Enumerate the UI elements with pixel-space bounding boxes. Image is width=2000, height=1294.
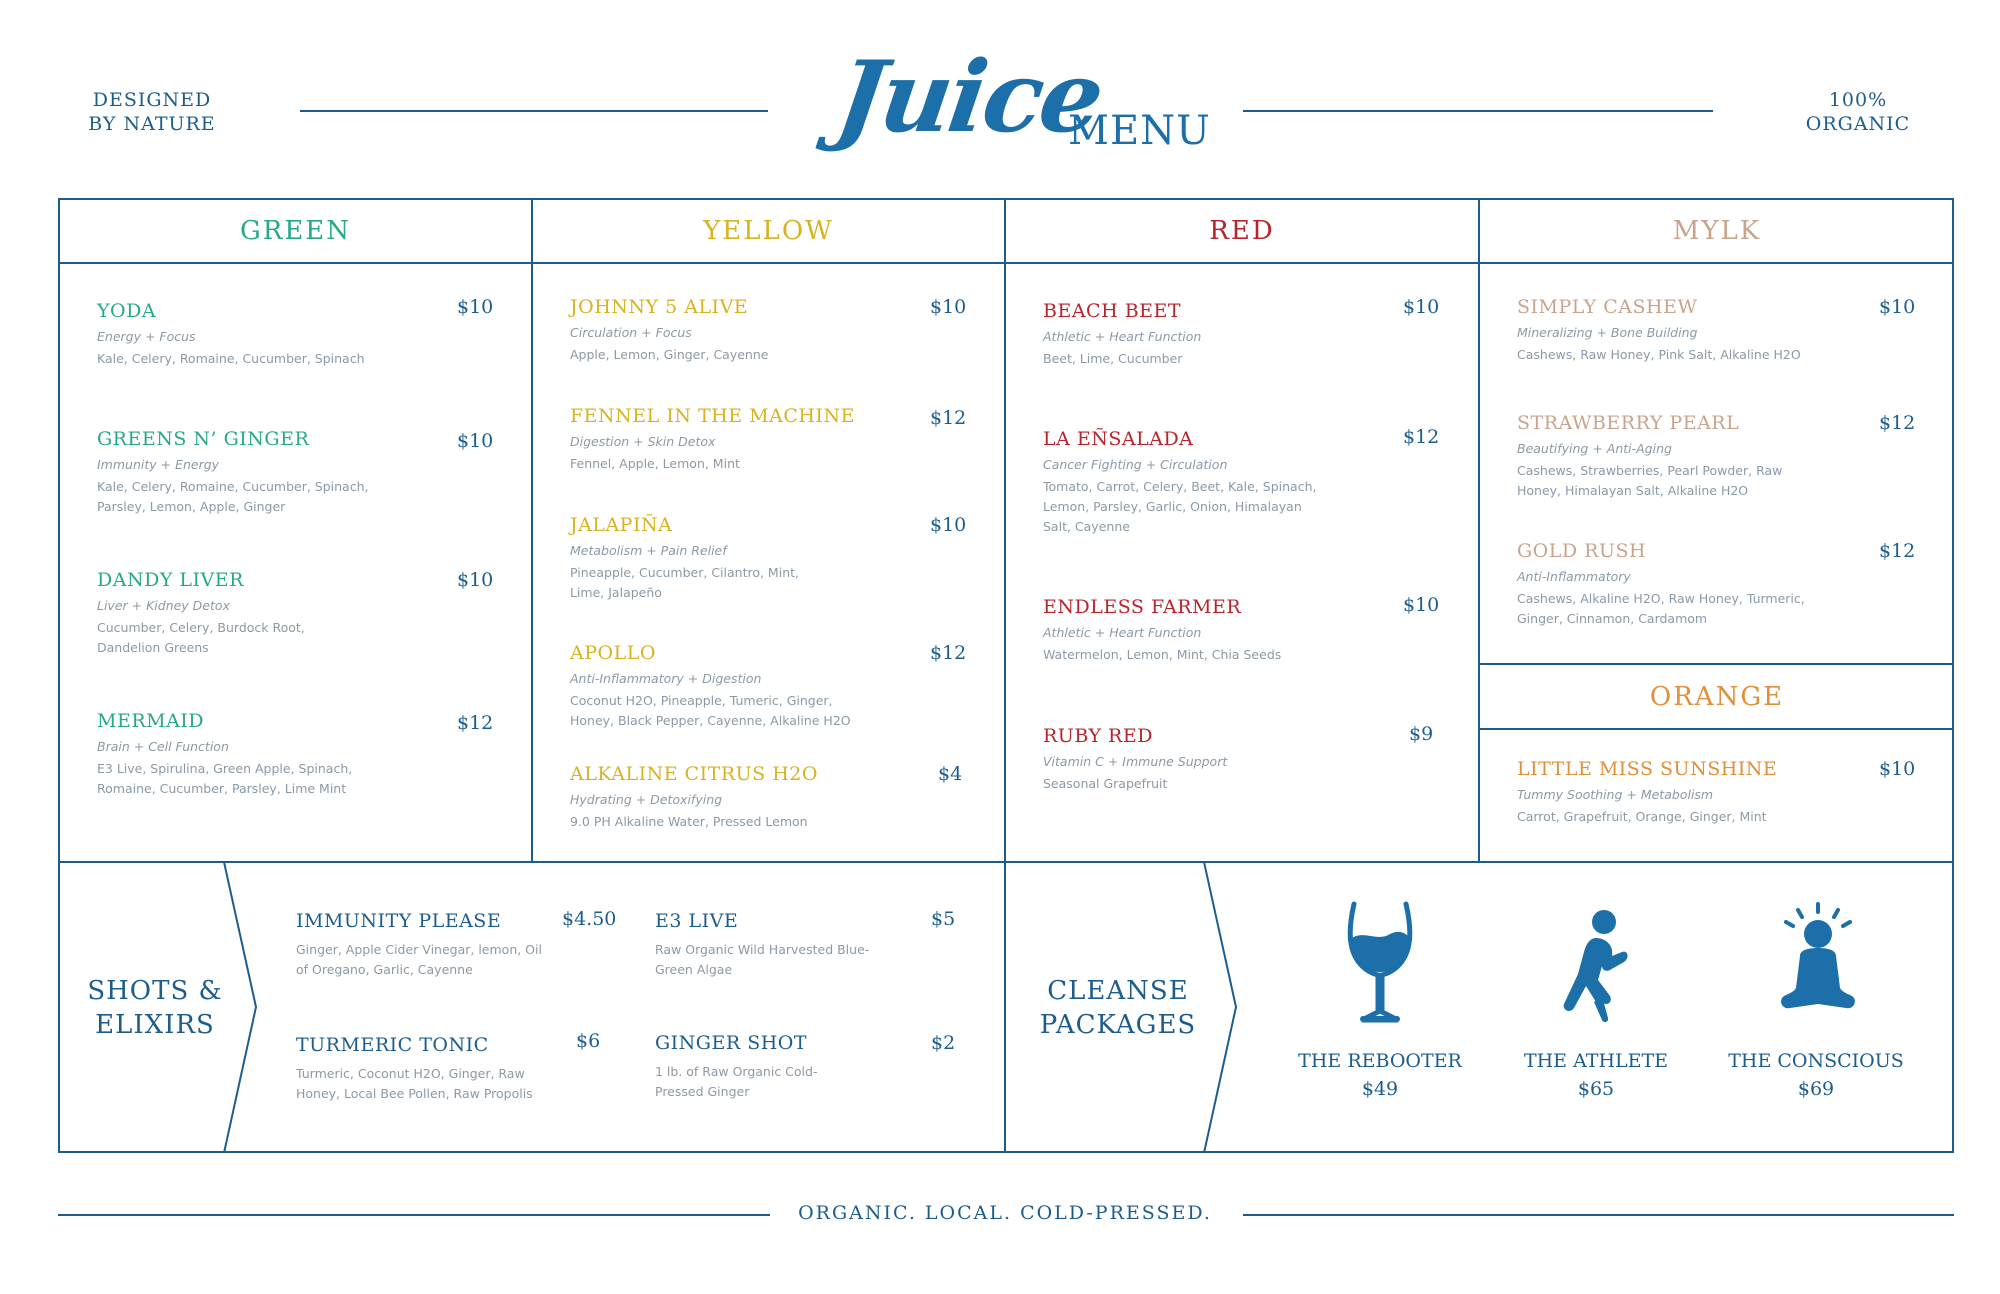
item-ingredients: 1 lb. of Raw Organic Cold-Pressed Ginger: [655, 1064, 818, 1099]
item-price: $5: [931, 908, 956, 930]
item-price: $10: [457, 296, 494, 318]
menu-item: [97, 296, 497, 369]
item-name: JOHNNY 5 ALIVE: [570, 296, 749, 318]
item-price: $2: [931, 1032, 956, 1054]
runner-icon: [1550, 908, 1640, 1028]
item-benefits: Hydrating + Detoxifying: [570, 792, 723, 807]
item-benefits: Mineralizing + Bone Building: [1517, 325, 1698, 340]
item-name: DANDY LIVER: [97, 569, 244, 591]
category-title-orange: ORANGE: [1649, 682, 1785, 712]
logo-menu: MENU: [1068, 108, 1211, 154]
item-ingredients: Cashews, Raw Honey, Pink Salt, Alkaline H2O: [1517, 347, 1801, 362]
menu-item: [1517, 540, 1927, 629]
item-ingredients: Pineapple, Cucumber, Cilantro, Mint, Lime, Jalapeño: [570, 565, 799, 600]
item-benefits: Athletic + Heart Function: [1043, 625, 1202, 640]
item-name: TURMERIC TONIC: [296, 1034, 489, 1056]
item-benefits: Liver + Kidney Detox: [97, 598, 230, 613]
section-divider: [58, 861, 1954, 863]
menu-item: [570, 763, 980, 832]
item-benefits: Immunity + Energy: [97, 457, 220, 472]
item-benefits: Brain + Cell Function: [97, 739, 229, 754]
header-right-line1: 100%: [1828, 89, 1888, 111]
item-benefits: Anti-Inflammatory + Digestion: [570, 671, 762, 686]
item-price: $4: [938, 763, 963, 785]
header-right-line2: ORGANIC: [1805, 113, 1911, 135]
item-name: ALKALINE CITRUS H2O: [570, 763, 818, 785]
item-ingredients: 9.0 PH Alkaline Water, Pressed Lemon: [570, 814, 808, 829]
item-name: MERMAID: [97, 710, 205, 732]
item-benefits: Vitamin C + Immune Support: [1043, 754, 1228, 769]
item-price: $10: [1879, 758, 1916, 780]
divider-yellow-red: [1004, 198, 1006, 1153]
item-ingredients: Kale, Celery, Romaine, Cucumber, Spinach, Parsley, Lemon, Apple, Ginger: [97, 479, 369, 514]
category-title-green: GREEN: [239, 216, 352, 246]
category-title-yellow: YELLOW: [703, 216, 834, 246]
item-price: $10: [457, 569, 494, 591]
package-price: $49: [1361, 1078, 1399, 1100]
item-name: BEACH BEET: [1043, 300, 1182, 322]
menu-item: [1043, 428, 1453, 537]
item-ingredients: Carrot, Grapefruit, Orange, Ginger, Mint: [1517, 809, 1767, 824]
footer-tagline: ORGANIC. LOCAL. COLD-PRESSED.: [798, 1202, 1212, 1224]
item-price: $10: [930, 514, 967, 536]
item-ingredients: Ginger, Apple Cider Vinegar, lemon, Oil of Oregano, Garlic, Cayenne: [296, 942, 542, 977]
cleanse-title: [1028, 974, 1208, 1042]
item-benefits: Energy + Focus: [97, 329, 196, 344]
item-name: FENNEL IN THE MACHINE: [570, 405, 855, 427]
item-price: $12: [930, 642, 967, 664]
header-right-tagline: [1788, 88, 1928, 136]
item-ingredients: Tomato, Carrot, Celery, Beet, Kale, Spinach, Lemon, Parsley, Garlic, Onion, Himalayan Salt, Cayenne: [1043, 479, 1317, 534]
header-left-line1: DESIGNED: [92, 89, 212, 111]
item-price: $10: [1403, 594, 1440, 616]
logo: [829, 30, 1211, 160]
package-price: $65: [1577, 1078, 1615, 1100]
menu-item: [1517, 758, 1927, 827]
item-name: APOLLO: [570, 642, 656, 664]
item-price: $12: [1879, 540, 1916, 562]
item-price: $10: [1879, 296, 1916, 318]
item-ingredients: Cashews, Alkaline H2O, Raw Honey, Turmeric, Ginger, Cinnamon, Cardamom: [1517, 591, 1805, 626]
item-ingredients: Fennel, Apple, Lemon, Mint: [570, 456, 740, 471]
menu-item: [1043, 596, 1453, 665]
divider-red-mylk: [1478, 198, 1480, 862]
shots-title-line2: ELIXIRS: [95, 1010, 215, 1040]
item-benefits: Anti-Inflammatory: [1517, 569, 1631, 584]
package-name: THE ATHLETE: [1523, 1050, 1669, 1072]
menu-item: [1043, 725, 1453, 794]
item-name: STRAWBERRY PEARL: [1517, 412, 1740, 434]
logo-word: Juice: [829, 40, 1108, 155]
cleanse-title-line2: PACKAGES: [1039, 1010, 1197, 1040]
item-price: $10: [1403, 296, 1440, 318]
item-name: LA EÑSALADA: [1043, 428, 1194, 450]
package-name: THE REBOOTER: [1298, 1050, 1462, 1072]
item-price: $12: [1403, 426, 1440, 448]
item-name: LITTLE MISS SUNSHINE: [1517, 758, 1778, 780]
divider-green-yellow: [531, 198, 533, 862]
item-ingredients: Raw Organic Wild Harvested Blue-Green Algae: [655, 942, 870, 977]
item-price: $6: [576, 1030, 601, 1052]
menu-item: [570, 514, 980, 603]
item-name: SIMPLY CASHEW: [1517, 296, 1698, 318]
item-name: E3 LIVE: [655, 910, 739, 932]
item-ingredients: Cucumber, Celery, Burdock Root, Dandelion Greens: [97, 620, 305, 655]
header-left-line2: BY NATURE: [88, 113, 216, 135]
item-name: GREENS N’ GINGER: [97, 428, 310, 450]
menu-item: [97, 569, 497, 658]
item-name: JALAPIÑA: [570, 514, 673, 536]
menu-item: [570, 405, 980, 474]
menu-item: [570, 642, 980, 731]
menu-item: [1043, 296, 1453, 369]
item-benefits: Beautifying + Anti-Aging: [1517, 441, 1672, 456]
mylk-orange-divider: [1478, 663, 1954, 665]
category-title-red: RED: [1209, 216, 1275, 246]
item-benefits: Digestion + Skin Detox: [570, 434, 716, 449]
package-price: $69: [1797, 1078, 1835, 1100]
header-right-rule: [1243, 110, 1713, 112]
menu-item: [570, 296, 980, 365]
menu-item: [1517, 412, 1927, 501]
header-left-tagline: [82, 88, 222, 136]
category-header-rule: [58, 262, 1954, 264]
package-name: THE CONSCIOUS: [1728, 1050, 1904, 1072]
item-price: $4.50: [562, 908, 617, 930]
item-name: GOLD RUSH: [1517, 540, 1647, 562]
item-benefits: Circulation + Focus: [570, 325, 692, 340]
shot-item: [296, 1030, 626, 1104]
item-ingredients: Seasonal Grapefruit: [1043, 776, 1168, 791]
menu-item: [1517, 296, 1927, 365]
header-left-rule: [300, 110, 768, 112]
item-benefits: Athletic + Heart Function: [1043, 329, 1202, 344]
footer-right-rule: [1243, 1214, 1954, 1216]
item-benefits: Cancer Fighting + Circulation: [1043, 457, 1228, 472]
item-price: $10: [457, 430, 494, 452]
item-ingredients: Watermelon, Lemon, Mint, Chia Seeds: [1043, 647, 1282, 662]
orange-header-rule: [1478, 728, 1954, 730]
cleanse-title-line1: CLEANSE: [1047, 976, 1189, 1006]
item-ingredients: Turmeric, Coconut H2O, Ginger, Raw Honey, Local Bee Pollen, Raw Propolis: [296, 1066, 533, 1101]
item-name: IMMUNITY PLEASE: [296, 910, 502, 932]
item-name: ENDLESS FARMER: [1043, 596, 1242, 618]
item-price: $9: [1409, 723, 1434, 745]
item-name: RUBY RED: [1043, 725, 1153, 747]
shot-item: [655, 1032, 975, 1102]
item-benefits: Metabolism + Pain Relief: [570, 543, 727, 558]
item-price: $10: [930, 296, 967, 318]
item-ingredients: Cashews, Strawberries, Pearl Powder, Raw Honey, Himalayan Salt, Alkaline H2O: [1517, 463, 1783, 498]
item-name: GINGER SHOT: [655, 1032, 808, 1054]
item-price: $12: [930, 407, 967, 429]
item-ingredients: Coconut H2O, Pineapple, Tumeric, Ginger, Honey, Black Pepper, Cayenne, Alkaline H2O: [570, 693, 851, 728]
item-price: $12: [457, 712, 494, 734]
item-ingredients: Apple, Lemon, Ginger, Cayenne: [570, 347, 769, 362]
category-title-mylk: MYLK: [1672, 216, 1762, 246]
menu-item: [97, 710, 497, 799]
shots-title: [70, 974, 240, 1042]
footer-left-rule: [58, 1214, 770, 1216]
item-ingredients: Kale, Celery, Romaine, Cucumber, Spinach: [97, 351, 365, 366]
menu-item: [97, 428, 497, 517]
shot-item: [655, 910, 975, 980]
item-benefits: Tummy Soothing + Metabolism: [1517, 787, 1714, 802]
item-name: YODA: [97, 300, 157, 322]
wine-glass-icon: [1340, 900, 1420, 1030]
shot-item: [296, 910, 626, 980]
meditation-icon: [1768, 900, 1868, 1025]
shots-title-line1: SHOTS &: [87, 976, 223, 1006]
item-ingredients: E3 Live, Spirulina, Green Apple, Spinach, Romaine, Cucumber, Parsley, Lime Mint: [97, 761, 353, 796]
item-ingredients: Beet, Lime, Cucumber: [1043, 351, 1183, 366]
item-price: $12: [1879, 412, 1916, 434]
